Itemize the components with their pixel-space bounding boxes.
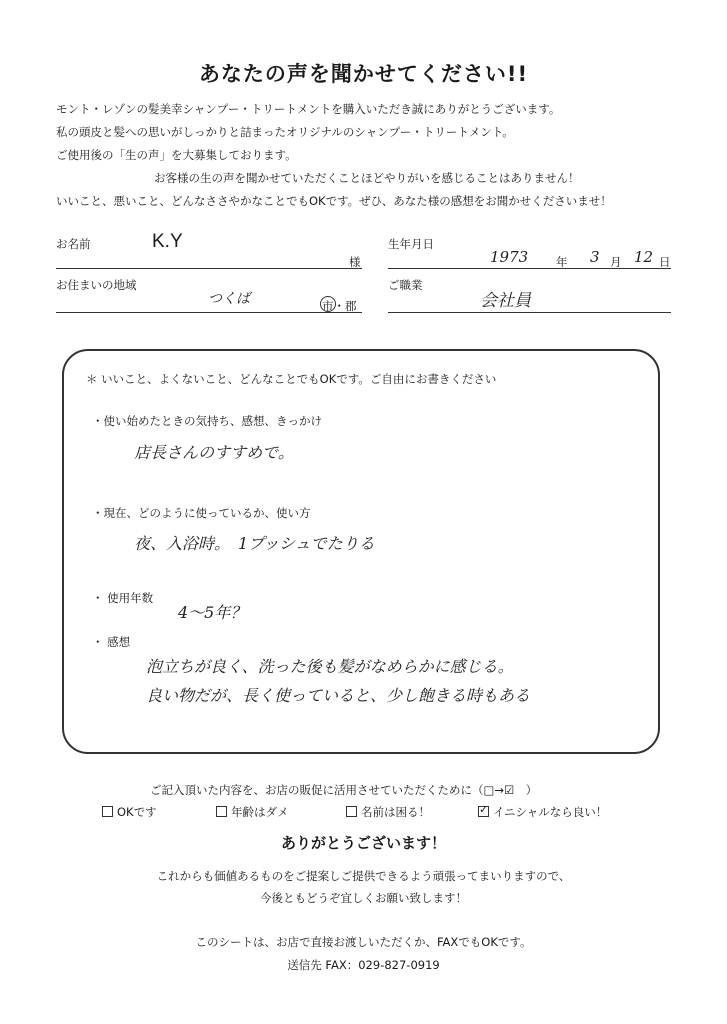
footer-line-1: これからも価値あるものをご提案しご提供できるよう頑張ってまいりますので、 xyxy=(156,869,571,883)
birth-underline xyxy=(388,268,671,269)
name-suffix: 様 xyxy=(349,255,361,269)
q4-label: ・ 感想 xyxy=(92,635,131,649)
consent-option-label: イニシャルなら良い！ xyxy=(493,805,608,819)
checkbox-icon[interactable] xyxy=(102,806,113,817)
intro-line-2: 私の頭皮と髪への思いがしっかりと詰まったオリジナルのシャンプー・トリートメント。 xyxy=(56,125,514,139)
checkbox-icon[interactable] xyxy=(346,806,357,817)
q2-label: ・現在、どのように使っているか、使い方 xyxy=(92,506,311,520)
job-label: ご職業 xyxy=(388,278,423,292)
name-underline xyxy=(56,268,362,269)
q1-label: ・使い始めたときの気持ち、感想、きっかけ xyxy=(92,414,322,428)
birth-day-unit: 日 xyxy=(659,255,671,269)
q1-answer: 店長さんのすすめで。 xyxy=(134,443,294,462)
q2-answer: 夜、入浴時。 1プッシュでたりる xyxy=(134,534,375,553)
consent-option-ok[interactable] xyxy=(102,804,157,820)
q4-answer-line-2: 良い物だが、長く使っていると、少し飽きる時もある xyxy=(146,686,531,705)
area-label: お住まいの地域 xyxy=(56,278,137,292)
consent-option-initials[interactable] xyxy=(478,804,607,820)
consent-text: ご記入頂いた内容を、お店の販促に活用させていただくために（□→☑ ） xyxy=(150,783,538,797)
intro-line-1: モント・レゾンの髪美幸シャンプー・トリートメントを購入いただき誠にありがとうございます。 xyxy=(56,102,561,116)
job-underline xyxy=(388,312,671,313)
footer-line-2: 今後ともどうぞ宜しくお願い致します！ xyxy=(260,891,467,905)
name-value: K.Y xyxy=(152,231,183,252)
footer-line-3: このシートは、お店で直接お渡しいただくか、FAXでもOKです。 xyxy=(195,935,532,949)
survey-header: ＊ いいこと、よくないこと、どんなことでもOKです。ご自由にお書きください xyxy=(86,372,497,386)
page-title: あなたの声を聞かせてください!! xyxy=(198,62,529,86)
birth-year: 1973 xyxy=(490,248,529,266)
area-unit-circle-mark xyxy=(320,296,336,312)
checkbox-icon[interactable] xyxy=(216,806,227,817)
name-label: お名前 xyxy=(56,237,91,251)
consent-option-label: OKです xyxy=(117,805,157,819)
fax-number: 送信先 FAX：029-827-0919 xyxy=(287,958,440,972)
area-underline xyxy=(56,312,362,313)
thanks-heading: ありがとうございます！ xyxy=(280,834,446,852)
birth-day: 12 xyxy=(634,248,654,266)
area-value: つくば xyxy=(208,291,250,307)
q3-label: ・ 使用年数 xyxy=(92,591,154,605)
intro-line-5: いいこと、悪いこと、どんなささやかなことでもOKです。ぜひ、あなた様の感想をお聞かせくださいませ！ xyxy=(56,194,612,208)
consent-option-name[interactable] xyxy=(346,804,430,820)
intro-line-4: お客様の生の声を聞かせていただくことほどやりがいを感じることはありません！ xyxy=(154,171,580,185)
birth-year-unit: 年 xyxy=(556,255,568,269)
job-value: 会社員 xyxy=(480,291,531,311)
q4-answer-line-1: 泡立ちが良く、洗った後も髪がなめらかに感じる。 xyxy=(146,657,514,676)
consent-option-label: 名前は困る！ xyxy=(361,805,430,819)
checked-checkbox-icon[interactable] xyxy=(478,806,489,817)
area-unit: 市・郡 xyxy=(322,299,357,313)
birth-month-unit: 月 xyxy=(610,255,622,269)
consent-option-age[interactable] xyxy=(216,804,289,820)
birth-month: 3 xyxy=(590,248,600,266)
q3-answer: 4～5年？ xyxy=(178,603,247,622)
consent-option-label: 年齢はダメ xyxy=(231,805,289,819)
intro-line-3: ご使用後の「生の声」を大募集しております。 xyxy=(56,148,297,162)
birth-label: 生年月日 xyxy=(388,237,434,251)
